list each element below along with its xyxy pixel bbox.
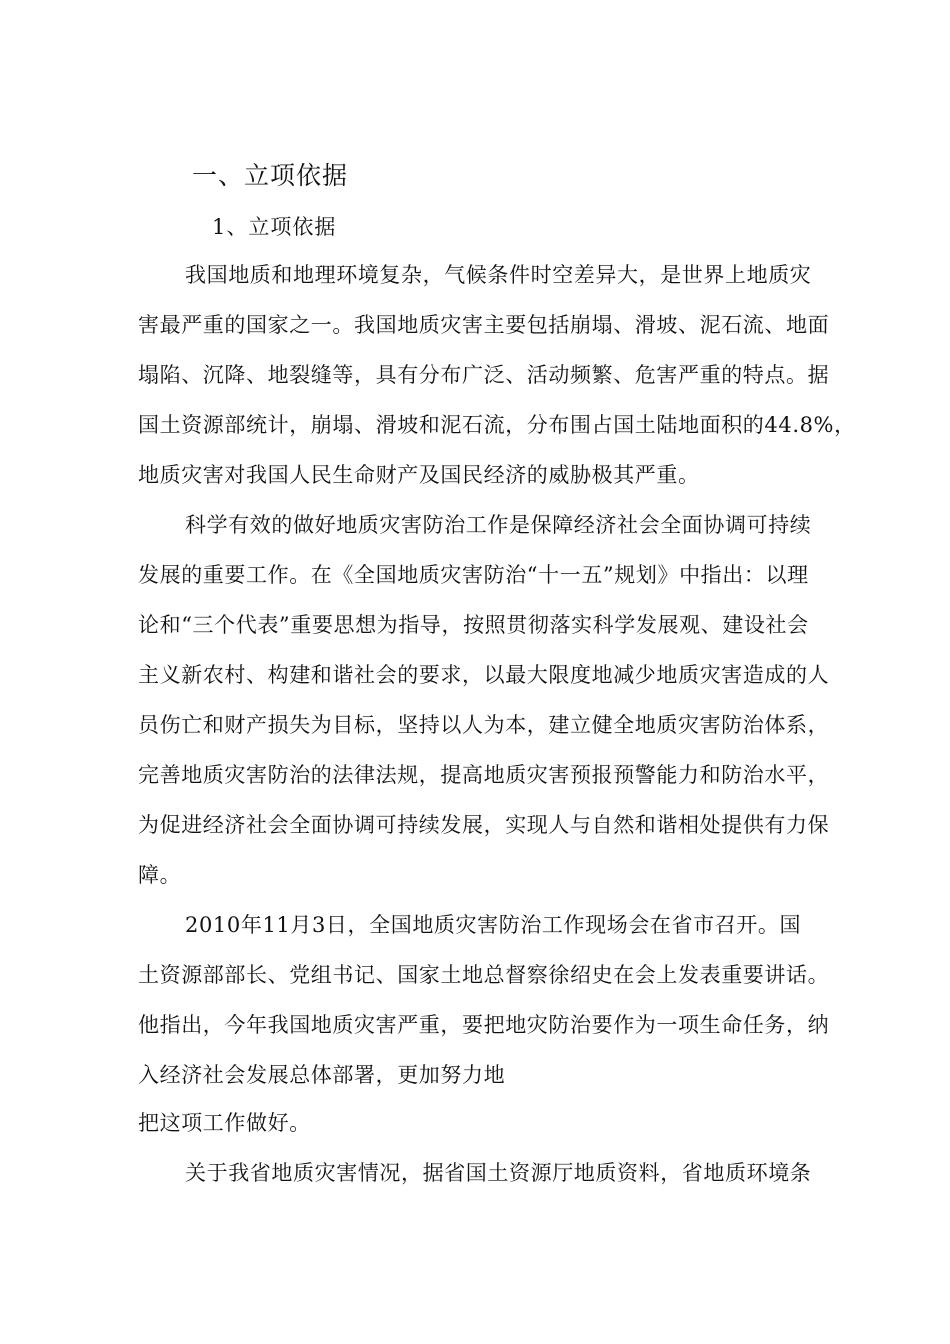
- paragraph-line: 国土资源部统计，崩塌、滑坡和泥石流，分布围占国土陆地面积的44.8%，: [138, 413, 856, 437]
- paragraph-line: 完善地质灾害防治的法律法规，提高地质灾害预报预警能力和防治水平，: [138, 763, 830, 787]
- paragraph-line: 关于我省地质灾害情况，据省国土资源厅地质资料，省地质环境条: [185, 1161, 812, 1185]
- paragraph-line: 员伤亡和财产损失为目标，坚持以人为本，建立健全地质灾害防治体系，: [138, 713, 830, 737]
- paragraph-line: 把这项工作做好。: [138, 1111, 311, 1135]
- section-heading: 一、立项依据: [192, 161, 349, 190]
- paragraph-line: 为促进经济社会全面协调可持续发展，实现人与自然和谐相处提供有力保: [138, 813, 830, 837]
- paragraph-line: 发展的重要工作。在《全国地质灾害防治“十一五”规划》中指出：以理: [138, 563, 809, 587]
- subsection-heading: 1、立项依据: [212, 215, 337, 239]
- paragraph-line: 我国地质和地理环境复杂，气候条件时空差异大，是世界上地质灾: [185, 263, 812, 287]
- paragraph-line: 土资源部部长、党组书记、国家土地总督察徐绍史在会上发表重要讲话。: [138, 963, 830, 987]
- paragraph-line: 塌陷、沉降、地裂缝等，具有分布广泛、活动频繁、危害严重的特点。据: [138, 363, 830, 387]
- paragraph-line: 2010年11月3日，全国地质灾害防治工作现场会在省市召开。国: [185, 913, 802, 937]
- paragraph-line: 论和“三个代表”重要思想为指导，按照贯彻落实科学发展观、建设社会: [138, 613, 809, 637]
- paragraph-line: 科学有效的做好地质灾害防治工作是保障经济社会全面协调可持续: [185, 513, 812, 537]
- paragraph-line: 害最严重的国家之一。我国地质灾害主要包括崩塌、滑坡、泥石流、地面: [138, 313, 830, 337]
- paragraph-line: 地质灾害对我国人民生命财产及国民经济的威胁极其严重。: [138, 463, 700, 487]
- paragraph-line: 主义新农村、构建和谐社会的要求，以最大限度地减少地质灾害造成的人: [138, 663, 830, 687]
- paragraph-line: 他指出，今年我国地质灾害严重，要把地灾防治要作为一项生命任务，纳: [138, 1013, 830, 1037]
- paragraph-line: 障。: [138, 863, 182, 887]
- paragraph-line: 入经济社会发展总体部署，更加努力地: [138, 1063, 506, 1087]
